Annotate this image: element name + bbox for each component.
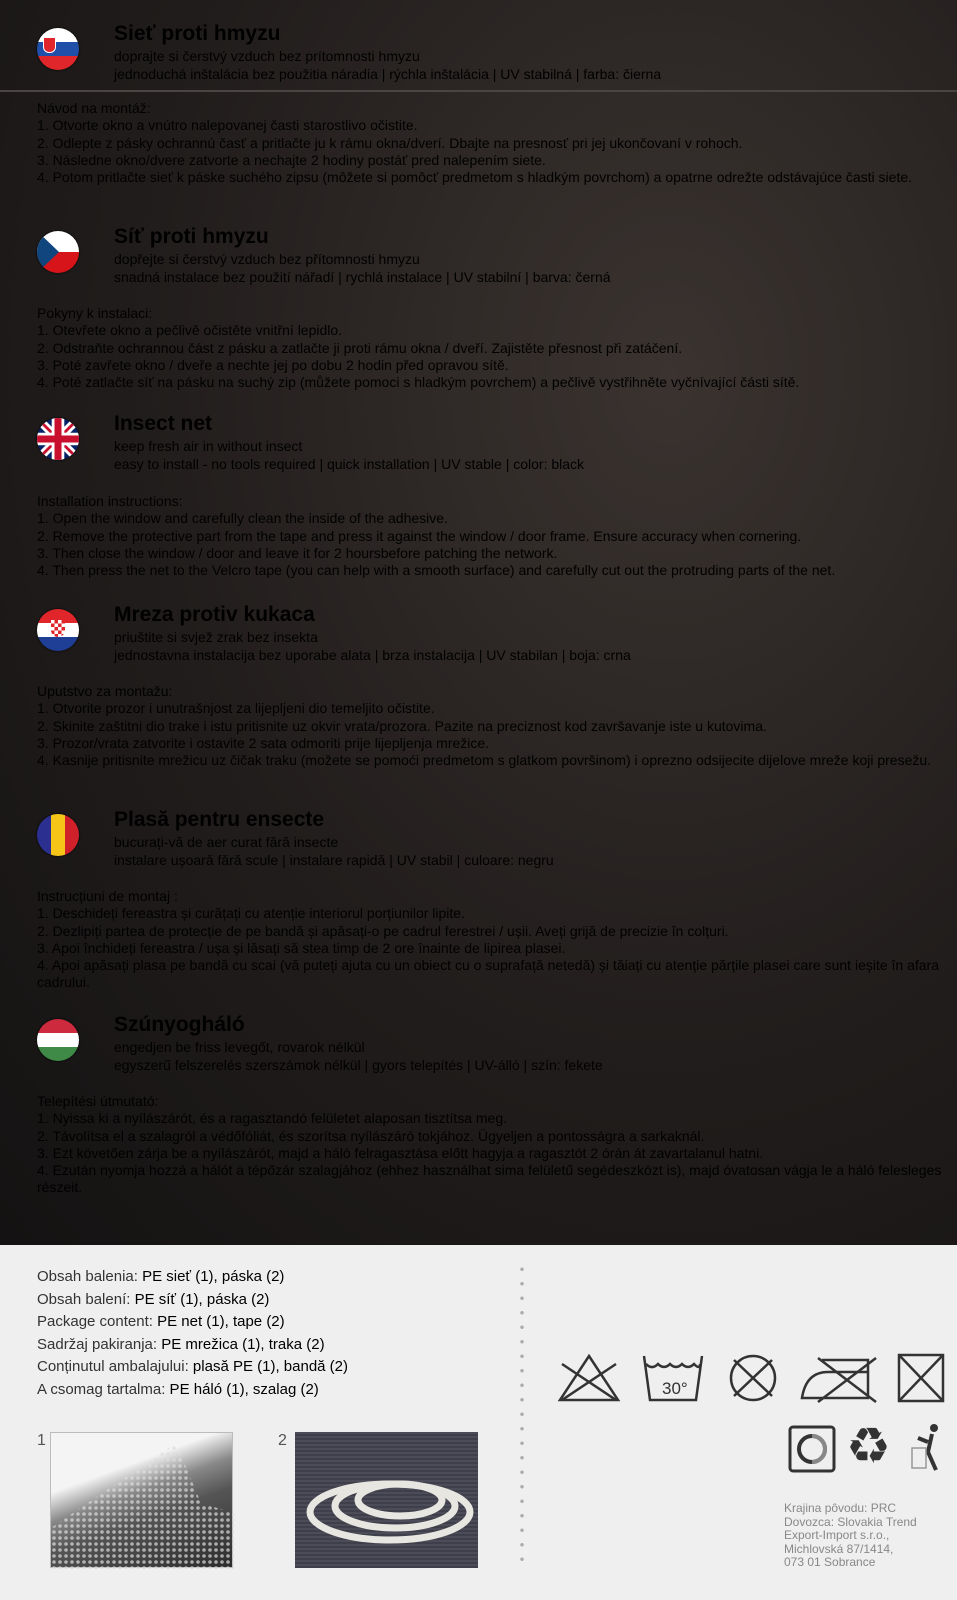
instruction-step: 3. Následne okno/dvere zatvorte a nechajte 2 hodiny postáť pred nalepením siete.	[37, 151, 546, 168]
product-title: Sieť proti hmyzu	[114, 22, 281, 45]
instruction-step: 1. Open the window and carefully clean the inside of the adhesive.	[37, 510, 448, 527]
instruction-step: 1. Otvorite prozor i unutrašnjost za lijepljeni dio temeljito očistite.	[37, 700, 435, 717]
product-title: Insect net	[114, 412, 213, 435]
product-features: jednostavna instalacija bez uporabe alata | brza instalacija | UV stabilan | boja: crna	[114, 647, 631, 663]
content-label: Obsah balení:	[37, 1290, 131, 1308]
instruction-step: 4. Then press the net to the Velcro tape (you can help with a smooth surface) and carefully cut out the protruding parts of the net.	[37, 562, 836, 579]
content-value: PE háló (1), szalag (2)	[165, 1380, 319, 1398]
fold-line	[0, 90, 957, 92]
instructions-heading: Instrucțiuni de montaj :	[37, 888, 178, 904]
product-title: Plasă pentru ensecte	[114, 808, 325, 831]
instructions-heading: Pokyny k instalaci:	[37, 305, 153, 321]
content-label: Sadržaj pakiranja:	[37, 1335, 158, 1353]
content-value: PE sieť (1), páska (2)	[137, 1268, 285, 1285]
installation-instructions-hu	[37, 1093, 952, 1197]
content-label: Conținutul ambalajului:	[37, 1358, 189, 1375]
instructions-heading: Návod na montáž:	[37, 100, 151, 116]
content-line	[37, 1334, 348, 1357]
instruction-step: 3. Ezt követően zárja be a nyílászárót, majd a háló felragasztása előtt hagyja a ragasztót 2 órán át zavartalanul hatni.	[37, 1144, 764, 1161]
instruction-step: 2. Remove the protective part from the tape and press it against the window / door frame. Ensure accuracy when cornering.	[37, 527, 802, 544]
instruction-step: 1. Otvorte okno a vnútro nalepovanej časti starostlivo očistite.	[37, 117, 418, 134]
net-image	[50, 1432, 233, 1568]
flag-hr-icon	[37, 609, 79, 651]
content-label: Obsah balenia:	[37, 1268, 138, 1285]
product-title: Szúnyogháló	[114, 1013, 245, 1036]
instruction-step: 4. Potom pritlačte sieť k páske suchého zipsu (môžete si pomôcť predmetom s hladkým povrchom) a opatrne odrežte odstávajúce časti siete.	[37, 169, 913, 186]
wash-temp: 30°	[662, 1379, 688, 1398]
content-value: PE net (1), tape (2)	[152, 1313, 285, 1330]
installation-instructions-hr	[37, 683, 952, 769]
address-line: Krajina pôvodu: PRC	[784, 1501, 897, 1515]
tape-image	[295, 1432, 478, 1568]
flag-sk-icon	[37, 28, 79, 70]
content-line	[37, 1289, 348, 1312]
instruction-step: 2. Odlepte z pásky ochrannú časť a pritlačte ju k rámu okna/dverí. Dbajte na presnosť pri jej ukončovaní v rohoch.	[37, 134, 743, 151]
content-line	[37, 1356, 348, 1379]
instruction-step: 1. Otevřete okno a pečlivě očistěte vnitřní lepidlo.	[37, 322, 343, 339]
installation-instructions-cz	[37, 305, 952, 391]
product-tagline: dopřejte si čerstvý vzduch bez přítomnosti hmyzu	[114, 251, 420, 267]
content-value: plasă PE (1), bandă (2)	[188, 1358, 349, 1375]
product-tagline: doprajte si čerstvý vzduch bez prítomnosti hmyzu	[114, 48, 420, 64]
content-value: PE mrežica (1), traka (2)	[157, 1335, 325, 1353]
instructions-heading: Installation instructions:	[37, 493, 183, 509]
product-tagline: engedjen be friss levegőt, rovarok nélkül	[114, 1039, 365, 1055]
product-title: Mreza protiv kukaca	[114, 603, 315, 626]
instruction-step: 2. Távolítsa el a szalagról a védőfóliát, és szorítsa nyílászáró tokjához. Ügyeljen a pontosságra a sarkaknál.	[37, 1127, 705, 1144]
instruction-step: 4. Poté zatlačte síť na pásku na suchý zip (můžete pomoci s hladkým povrchem) a pečlivě vystřihněte vyčnívající části sítě.	[37, 374, 800, 391]
flag-ro-icon	[37, 814, 79, 856]
green-dot-icon	[788, 1425, 836, 1473]
content-line	[37, 1266, 348, 1289]
product-features: easy to install - no tools required | quick installation | UV stable | color: black	[114, 456, 585, 472]
instruction-step: 3. Poté zavřete okno / dveře a nechte jej po dobu 2 hodin před opravou sítě.	[37, 356, 509, 373]
instructions-heading: Telepítési útmutató:	[37, 1093, 159, 1109]
product-features: instalare ușoară fără scule | instalare rapidă | UV stabil | culoare: negru	[114, 852, 554, 868]
product-title: Síť proti hmyzu	[114, 225, 269, 248]
product-tagline: bucurați-vă de aer curat fără insecte	[114, 834, 339, 850]
no-tumble-dry-icon	[896, 1352, 946, 1404]
instruction-step: 2. Dezlipiți partea de protecție de pe bandă și apăsați-o pe cadrul ferestrei / ușii. Aveți grijă de precizie în colțuri.	[37, 922, 729, 939]
product-features: snadná instalace bez použití nářadí | rychlá instalace | UV stabilní | barva: černá	[114, 269, 611, 285]
content-label: Package content:	[37, 1313, 153, 1330]
importer-address	[784, 1502, 917, 1570]
no-dry-clean-icon	[722, 1352, 784, 1404]
instruction-step: 1. Deschideți fereastra și curățați cu atenție interiorul porțiunilor lipite.	[37, 905, 465, 922]
instruction-step: 1. Nyissa ki a nyílászárót, és a ragasztandó felületet alaposan tisztítsa meg.	[37, 1110, 508, 1127]
package-contents	[37, 1266, 348, 1401]
instruction-step: 4. Apoi apăsați plasa pe bandă cu scai (vă puteți ajuta cu un obiect cu o suprafață netedă) și tăiați cu atenție părțile plasei care sunt ieșite în afara cadrului.	[37, 957, 940, 991]
content-line	[37, 1379, 348, 1402]
flag-hu-icon	[37, 1019, 79, 1061]
address-line: Dovozca: Slovakia Trend	[784, 1514, 917, 1529]
dotted-divider	[520, 1262, 524, 1572]
instruction-step: 4. Ezután nyomja hozzá a hálót a tépőzár szalagjához (ehhez használhat sima felületű segédeszközt is), majd óvatosan vágja le a háló felesleges részeit.	[37, 1162, 942, 1196]
content-label: A csomag tartalma:	[37, 1380, 166, 1398]
product-features: jednoduchá inštalácia bez použitia náradia | rýchla inštalácia | UV stabilná | farba: čierna	[114, 66, 662, 82]
instruction-step: 3. Then close the window / door and leave it for 2 hoursbefore patching the network.	[37, 544, 558, 561]
address-line: 073 01 Sobrance	[784, 1555, 876, 1569]
product-tagline: keep fresh air in without insect	[114, 438, 303, 454]
instruction-step: 2. Skinite zaštitni dio trake i istu pritisnite uz okvir vrata/prozora. Pazite na preciznost kod završavanje iste u kutovima.	[37, 717, 767, 734]
flag-en-icon	[37, 418, 79, 460]
address-line: Export-Import s.r.o.,	[784, 1528, 890, 1542]
installation-instructions-ro	[37, 888, 952, 992]
no-bleach-icon	[556, 1352, 622, 1404]
instruction-step: 3. Prozor/vrata zatvorite i ostavite 2 sata odmoriti prije lijepljenja mrežice.	[37, 734, 490, 751]
address-line: Michlovská 87/1414,	[784, 1541, 894, 1556]
instruction-step: 4. Kasnije pritisnite mrežicu uz čičak traku (možete se pomoći predmetom s glatkom površinom) i oprezno odsijecite dijelove mreže koji presežu.	[37, 752, 932, 769]
instruction-step: 3. Apoi închideți fereastra / ușa și lăsați să stea timp de 2 ore înainte de lipirea plasei.	[37, 939, 566, 956]
no-iron-icon	[798, 1352, 882, 1404]
tidy-man-icon	[908, 1422, 944, 1472]
recycle-icon: ♻	[846, 1418, 891, 1474]
instruction-step: 2. Odstraňte ochrannou část z pásku a zatlačte ji proti rámu okna / dveří. Zajistěte přesnost při zatáčení.	[37, 339, 683, 356]
content-value: PE síť (1), páska (2)	[130, 1290, 270, 1308]
content-line	[37, 1311, 348, 1334]
image-number: 2	[278, 1432, 287, 1449]
product-features: egyszerű felszerelés szerszámok nélkül | gyors telepítés | UV-álló | szín: fekete	[114, 1057, 603, 1073]
flag-cz-icon	[37, 231, 79, 273]
wash-30-icon	[640, 1352, 706, 1404]
image-number: 1	[37, 1432, 46, 1449]
product-tagline: priuštite si svjež zrak bez insekta	[114, 629, 318, 645]
installation-instructions-en	[37, 493, 952, 579]
installation-instructions-sk	[37, 100, 952, 186]
instructions-heading: Uputstvo za montažu:	[37, 683, 173, 699]
